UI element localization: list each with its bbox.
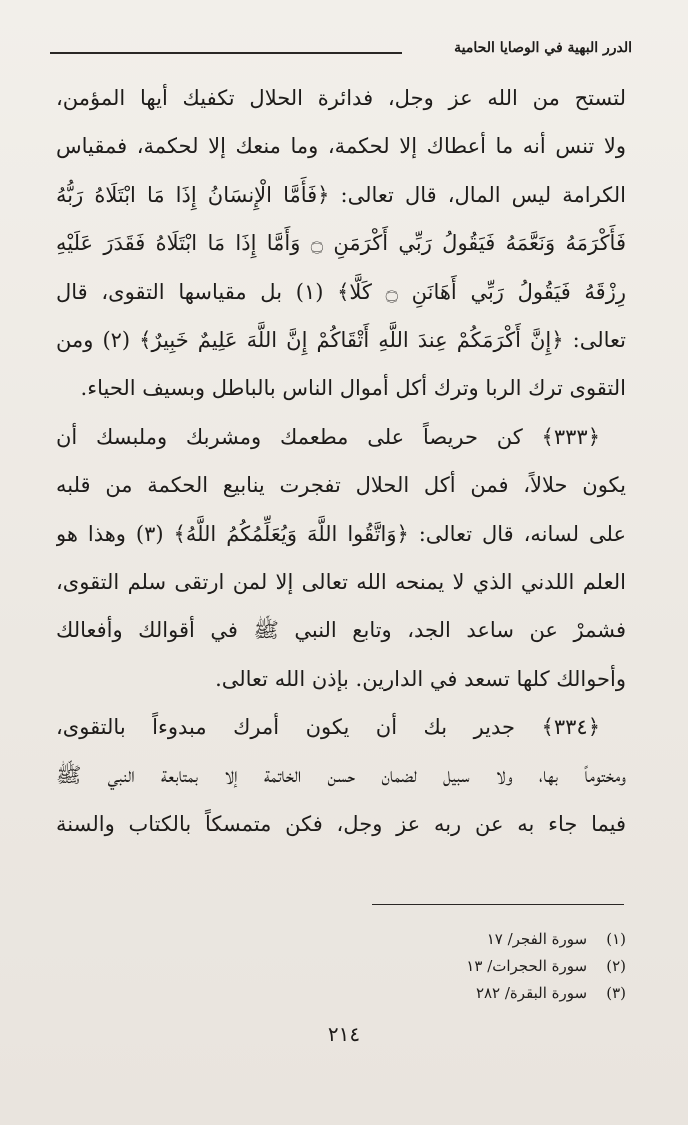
text-line: ومختوماً بها، ولا سبيل لضمان حسن الخاتمة إلا بمتابعة النبي ﷺ bbox=[56, 763, 626, 788]
text-line: العلم اللدني الذي لا يمنحه الله تعالى إلا لمن ارتقى سلم التقوى، bbox=[56, 569, 626, 594]
text-line: الكرامة ليس المال، قال تعالى: ﴿فَأَمَّا الْإِنسَانُ إِذَا مَا ابْتَلَاهُ رَبُّهُ bbox=[56, 182, 626, 207]
footnote-text: سورة الفجر/ ١٧ bbox=[486, 930, 588, 948]
footnote-text: سورة البقرة/ ٢٨٢ bbox=[475, 984, 588, 1002]
text-line: فشمرْ عن ساعد الجد، وتابع النبي ﷺ في أقوالك وأفعالك bbox=[56, 618, 626, 643]
footnotes bbox=[326, 926, 626, 1007]
text-line: فيما جاء به عن ربه عز وجل، فكن متمسكاً بالكتاب والسنة bbox=[56, 811, 626, 836]
text-line: التقوى ترك الربا وترك أكل أموال الناس بالباطل وبسيف الحياء. bbox=[80, 376, 626, 401]
header-rule bbox=[50, 52, 402, 54]
footnote-item bbox=[326, 926, 626, 953]
paragraph-333-start: ﴿٣٣٣﴾ كن حريصاً على مطعمك ومشربك وملبسك أن bbox=[56, 424, 600, 449]
footnote-item bbox=[326, 980, 626, 1007]
page-number: ٢١٤ bbox=[327, 1022, 361, 1046]
text-line: رِزْقَهُ فَيَقُولُ رَبِّي أَهَانَنِ ۝ كَلَّا﴾ (١) بل مقياسها التقوى، قال bbox=[56, 279, 626, 304]
main-text bbox=[56, 74, 626, 848]
footnote-number: (١) bbox=[606, 930, 626, 948]
footnote-number: (٣) bbox=[606, 984, 626, 1002]
running-header bbox=[50, 36, 632, 62]
text-line: وأحوالك كلها تسعد في الدارين. بإذن الله تعالى. bbox=[215, 666, 626, 691]
footnote-item bbox=[326, 953, 626, 980]
text-line: فَأَكْرَمَهُ وَنَعَّمَهُ فَيَقُولُ رَبِّي أَكْرَمَنِ ۝ وَأَمَّا إِذَا مَا ابْتَلَاهُ فَقَدَرَ عَلَيْهِ bbox=[56, 231, 626, 256]
text-line: لتستح من الله عز وجل، فدائرة الحلال تكفيك أيها المؤمن، bbox=[56, 86, 626, 110]
footnote-number: (٢) bbox=[606, 957, 626, 975]
footnote-separator bbox=[372, 904, 624, 905]
text-line: ولا تنس أنه ما أعطاك إلا لحكمة، وما منعك إلا لحكمة، فمقياس bbox=[56, 134, 626, 159]
paragraph-334-start: ﴿٣٣٤﴾ جدير بك أن يكون أمرك مبدوءاً بالتقوى، bbox=[56, 715, 600, 740]
running-header-title: الدرر البهية في الوصايا الحامية bbox=[454, 40, 632, 56]
text-line: على لسانه، قال تعالى: ﴿وَاتَّقُوا اللَّهَ وَيُعَلِّمُكُمُ اللَّهُ﴾ (٣) وهذا هو bbox=[56, 521, 626, 546]
footnote-text: سورة الحجرات/ ١٣ bbox=[466, 957, 588, 975]
text-line: يكون حلالاً، فمن أكل الحلال تفجرت ينابيع الحكمة من قلبه bbox=[56, 473, 626, 498]
text-line: تعالى: ﴿إِنَّ أَكْرَمَكُمْ عِندَ اللَّهِ أَتْقَاكُمْ إِنَّ اللَّهَ عَلِيمٌ خَبِيرٌ﴾ (٢) ومن bbox=[56, 327, 626, 352]
